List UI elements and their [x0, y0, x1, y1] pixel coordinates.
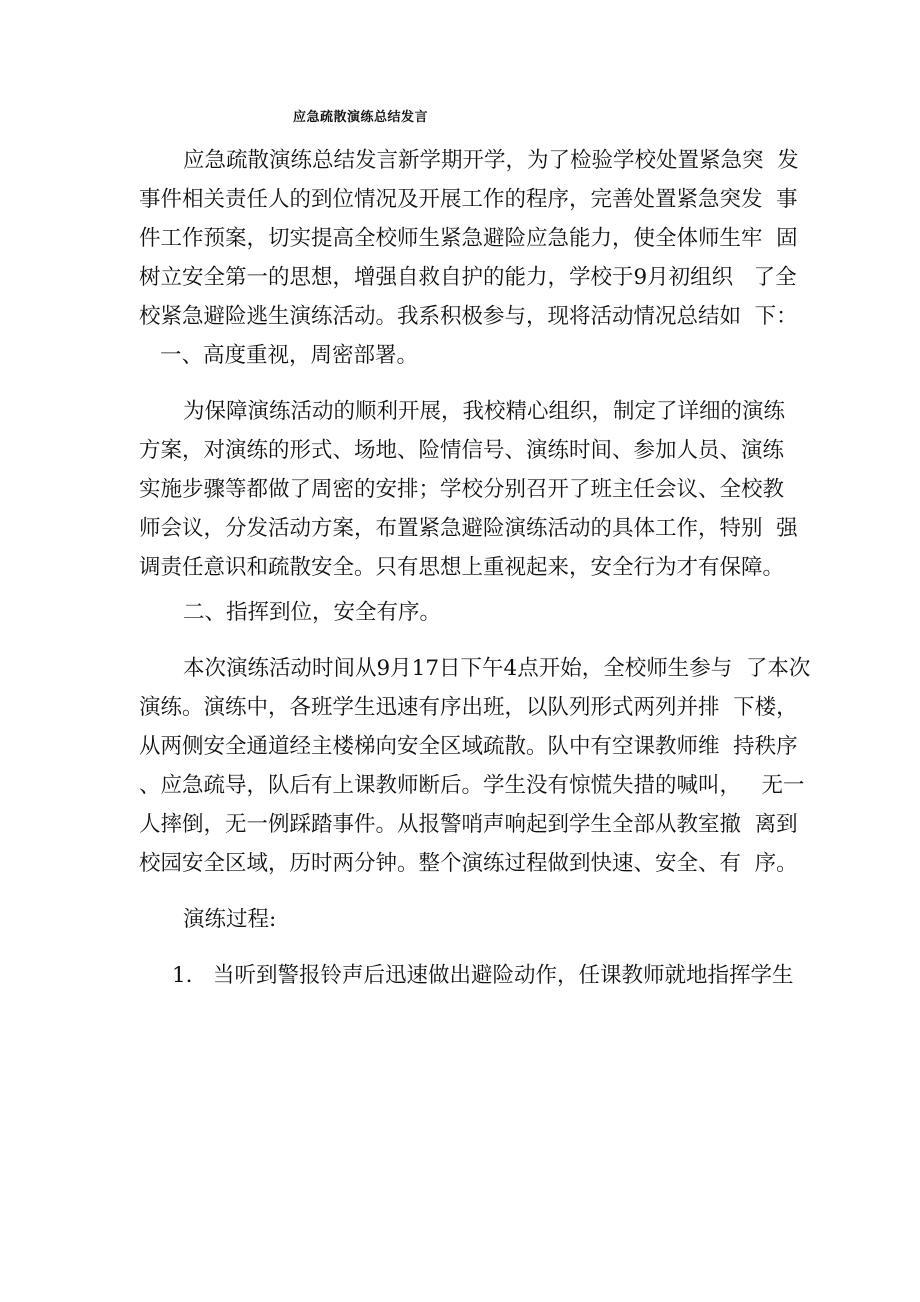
- list-item-1-text: 当听到警报铃声后迅速做出避险动作，任课教师就地指挥学生: [213, 963, 794, 988]
- section1-line-4: 师会议，分发活动方案，布置紧急避险演练活动的具体工作，特别 强: [139, 516, 798, 541]
- list-item-1-number: 1.: [172, 963, 193, 988]
- section1-line-3: 实施步骤等都做了周密的安排；学校分别召开了班主任会议、全校教: [139, 477, 785, 502]
- section2-heading: 二、指挥到位，安全有序。: [183, 600, 442, 625]
- intro-line-5: 校紧急避险逃生演练活动。我系积极参与，现将活动情况总结如 下：: [139, 304, 798, 329]
- section2-line-4: 、应急疏导，队后有上课教师断后。学生没有惊慌失措的喊叫， 无一: [139, 773, 805, 798]
- intro-line-4: 树立安全第一的思想，增强自救自护的能力，学校于9月初组织 了全: [139, 265, 797, 290]
- page-title: 应急疏散演练总结发言: [293, 110, 429, 125]
- section2-line-3: 从两侧安全通道经主楼梯向安全区域疏散。队中有空课教师维 持秩序: [139, 734, 798, 759]
- process-heading: 演练过程:: [183, 907, 277, 932]
- intro-line-1: 应急疏散演练总结发言新学期开学，为了检验学校处置紧急突 发: [183, 148, 799, 173]
- intro-line-3: 件工作预案，切实提高全校师生紧急避险应急能力，使全体师生牢 固: [139, 226, 798, 251]
- section1-line-1: 为保障演练活动的顺利开展，我校精心组织，制定了详细的演练: [183, 399, 786, 424]
- section2-line-6: 校园安全区域，历时两分钟。整个演练过程做到快速、安全、有 序。: [139, 851, 798, 876]
- section2-line-1: 本次演练活动时间从9月17日下午4点开始，全校师生参与 了本次: [183, 656, 811, 681]
- section1-line-2: 方案，对演练的形式、场地、险情信号、演练时间、参加人员、演练: [139, 438, 785, 463]
- section2-line-5: 人摔倒，无一例踩踏事件。从报警哨声响起到学生全部从教室撤 离到: [139, 812, 798, 837]
- section2-line-2: 演练。演练中，各班学生迅速有序出班，以队列形式两列并排 下楼，: [139, 695, 798, 720]
- intro-line-2: 事件相关责任人的到位情况及开展工作的程序，完善处置紧急突发 事: [139, 187, 798, 212]
- section1-line-5: 调责任意识和疏散安全。只有思想上重视起来，安全行为才有保障。: [139, 555, 785, 580]
- section1-heading: 一、高度重视，周密部署。: [160, 343, 419, 368]
